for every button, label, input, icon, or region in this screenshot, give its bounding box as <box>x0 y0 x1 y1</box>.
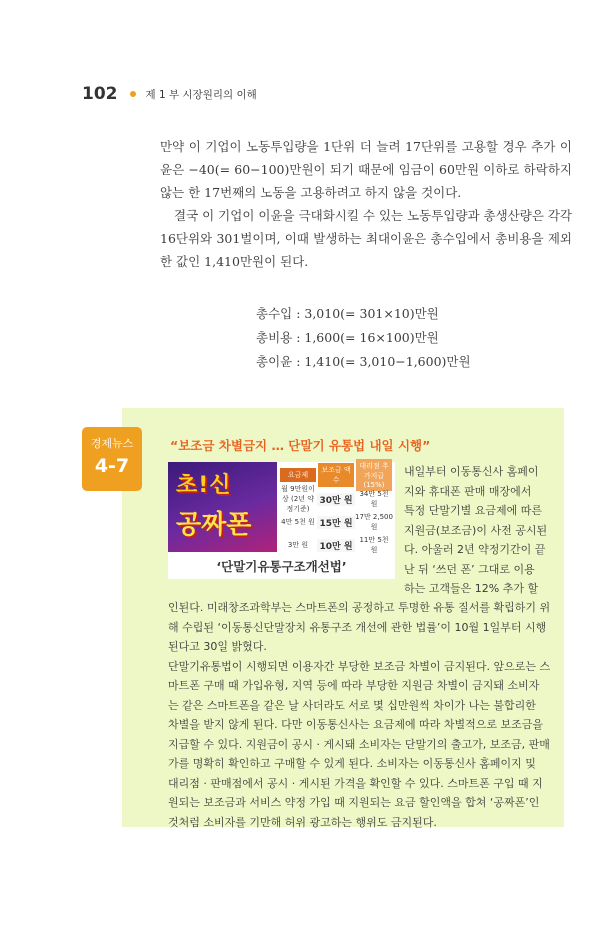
equation-total-profit: 총이윤 : 1,410(= 3,010−1,600)만원 <box>256 354 471 369</box>
text-line: 지급할 수 있다. 지원금이 공시 · 게시돼 소비자는 단말기의 출고가, 보조금, 판매 <box>168 737 550 751</box>
table-cell: 4만 5천 원 <box>281 518 315 526</box>
text-line: 해 수립된 ‘이동통신단말장치 유통구조 개선에 관한 법률’이 10월 1일부터 시행 <box>168 620 547 634</box>
news-wrap-text <box>404 462 560 599</box>
table-cell: 30만 원 <box>317 493 355 506</box>
body-text <box>160 135 572 273</box>
text-line: 다. 아울러 2년 약정기간이 끝 <box>404 543 546 556</box>
table-cell: 3만 원 <box>287 541 309 549</box>
text-line: 가를 명확히 확인하고 구매할 수 있게 된다. 소비자는 이동통신사 홈페이지 및 <box>168 757 536 770</box>
text-line: 하는 고객들은 12% 추가 할 <box>404 582 539 595</box>
news-tag-label: 경제뉴스 <box>90 437 134 450</box>
news-tag <box>82 427 142 491</box>
table-cell: 11만 5천 원 <box>359 536 389 554</box>
page-header <box>82 84 257 104</box>
table-cell: 34만 5천 원 <box>359 490 389 508</box>
text-line: 내일부터 이동통신사 홈페이 <box>404 465 539 478</box>
paragraph: 만약 이 기업이 노동투입량을 1단위 더 늘려 17단위를 고용할 경우 추가 이윤은 −40(= 60−100)만원이 되기 때문에 임금이 60만원 이하로 하락하지 않는 한 17번째의 노동을 고용하려고 하지 않을 것이다. <box>160 139 572 200</box>
page-number: 102 <box>82 84 118 104</box>
equation-total-revenue: 총수입 : 3,010(= 301×10)만원 <box>256 306 439 321</box>
promo-banner <box>168 462 277 552</box>
banner-text-top: 초!신 <box>176 473 232 498</box>
news-title: “보조금 차별금지 … 단말기 유통법 내일 시행” <box>170 438 431 453</box>
bullet-dot-icon <box>130 91 136 97</box>
image-caption: ‘단말기유통구조개선법’ <box>168 554 395 579</box>
text-line: 마트폰 구매 때 가입유형, 지역 등에 따라 부당한 지원금 차별이 금지돼 소비자 <box>168 679 540 692</box>
text-line: 인된다. 미래창조과학부는 스마트폰의 공정하고 투명한 유통 질서를 확립하기 위 <box>168 601 551 614</box>
table-header-cell: 요금제 <box>280 468 316 482</box>
text-line: 특정 단말기별 요금제에 따른 <box>404 504 543 517</box>
equation-block <box>256 302 471 374</box>
text-line: 원되는 보조금과 서비스 약정 가입 때 지원되는 요금 할인액을 합쳐 ‘공짜폰’인 <box>168 796 540 809</box>
text-line: 차별을 받지 않게 된다. 다만 이동통신사는 요금제에 따라 차별적으로 보조금을 <box>168 718 543 731</box>
equation-total-cost: 총비용 : 1,600(= 16×100)만원 <box>256 330 439 345</box>
text-line: 지원금(보조금)이 사전 공시된 <box>404 523 548 537</box>
text-line: 는 같은 스마트폰을 같은 날 사더라도 서로 몇 십만원씩 차이가 나는 불합리한 <box>168 698 536 712</box>
table-row <box>279 485 393 513</box>
text-line: 것처럼 소비자를 기만해 허위 광고하는 행위도 금지된다. <box>168 815 437 829</box>
table-row <box>279 513 393 531</box>
table-cell: 월 9만원이상 (2년 약정기준) <box>281 485 315 513</box>
table-header-cell: 대리점 추가지급(15%) <box>356 459 392 491</box>
table-header-cell: 보조금 액수 <box>318 463 354 487</box>
text-line: 된다고 30일 밝혔다. <box>168 640 267 653</box>
banner-text-bottom: 공짜폰 <box>176 510 252 540</box>
table-row <box>279 536 393 554</box>
news-tag-number: 4-7 <box>94 455 130 477</box>
text-line: 지와 휴대폰 판매 매장에서 <box>404 484 532 498</box>
news-body-text <box>168 598 561 832</box>
news-image <box>168 462 395 579</box>
table-cell: 15만 원 <box>317 516 355 529</box>
text-line: 난 뒤 ‘쓰던 폰’ 그대로 이용 <box>404 562 535 576</box>
subsidy-table <box>279 462 393 554</box>
paragraph: 결국 이 기업이 이윤을 극대화시킬 수 있는 노동투입량과 총생산량은 각각 16단위와 301벌이며, 이때 발생하는 최대이윤은 총수입에서 총비용을 제외한 값인 1,410만원이 된다. <box>160 208 573 269</box>
table-cell: 17만 2,500 원 <box>355 513 393 531</box>
text-line: 대리점 · 판매점에서 공시 · 게시된 가격을 확인할 수 있다. 스마트폰 구입 때 지 <box>168 776 543 790</box>
table-cell: 10만 원 <box>317 539 355 552</box>
table-header-row <box>279 462 393 489</box>
chapter-title: 제 1 부 시장원리의 이해 <box>145 88 257 101</box>
text-line: 단말기유통법이 시행되면 이용자간 부당한 보조금 차별이 금지된다. 앞으로는 스 <box>168 659 551 673</box>
